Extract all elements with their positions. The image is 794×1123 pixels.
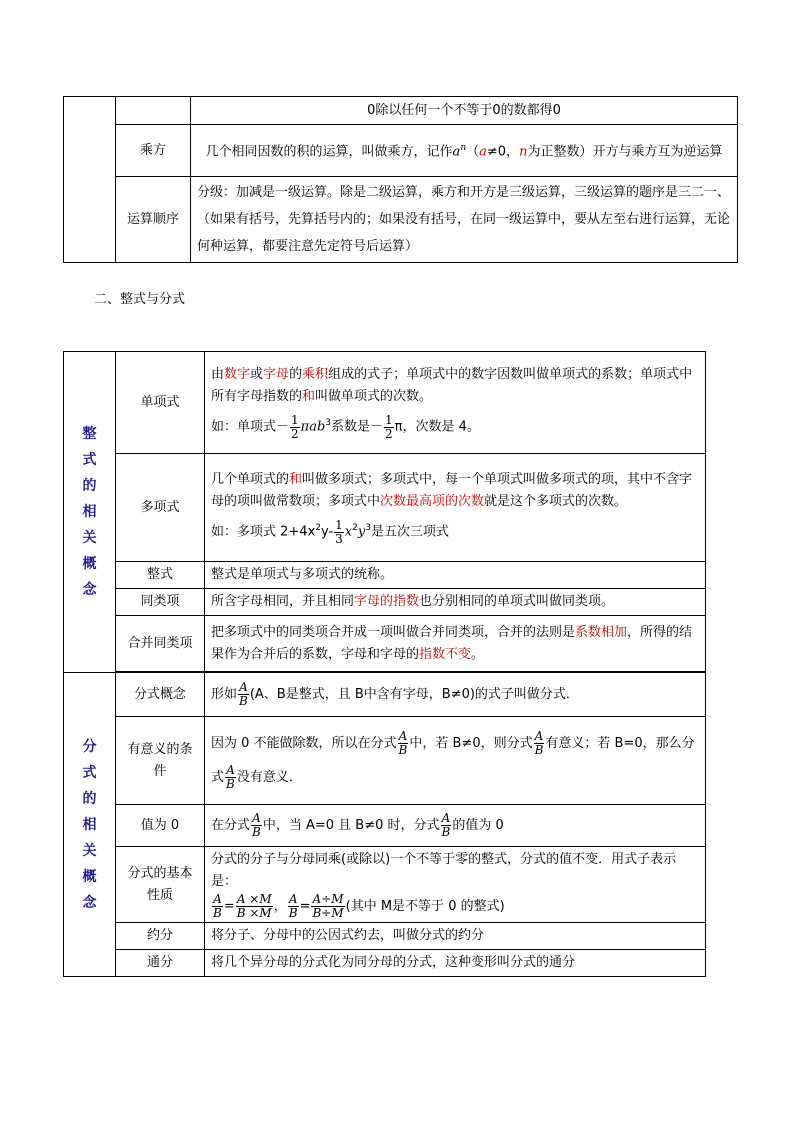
reduction-definition: 将分子、分母中的公因式约去，叫做分式的约分 (205, 923, 706, 950)
value-zero-definition: 在分式 $\frac{A}{B}$ 中，当 A=0 且 B≠0 时，分式 $\frac{A}{B}$ 的值为 0 (205, 805, 706, 847)
table1-empty-label (116, 97, 191, 125)
order-definition: 分级：加减是一级运算。除是二级运算，乘方和开方是三级运算，三级运算的题序是三二一、（如果有括号，先算括号内的；如果没有括号，在同一级运算中，要从左至右进行运算，无论何种运算，都要注意先定符号后运算） (191, 177, 738, 263)
meaningful-condition-label: 有意义的条件 (116, 717, 205, 805)
monomial-definition: 由数字或字母的乘积组成的式子；单项式中的数字因数叫做单项式的系数；单项式中所有字母指数的和叫做单项式的次数。 如：单项式－ $\frac{1}{2}$ πab$^3$系数是－ $\frac{1}{2}$ π，次数是 4。 (205, 352, 706, 454)
value-zero-label: 值为 0 (116, 805, 205, 847)
monomial-label: 单项式 (116, 352, 205, 454)
table-operations (63, 96, 738, 263)
table1-group-cell (64, 97, 116, 263)
table-polynomials-fractions (63, 351, 706, 977)
common-denominator-definition: 将几个异分母的分式化为同分母的分式，这种变形叫分式的通分 (205, 950, 706, 977)
combine-like-terms-definition: 把多项式中的同类项合并成一项叫做合并同类项，合并的法则是系数相加，所得的结果作为合并后的系数，字母和字母的指数不变。 (205, 616, 706, 672)
integral-expression-label: 整式 (116, 562, 205, 589)
group-integral-expression: 整 式 的 相 关 概 念 (64, 352, 116, 673)
basic-property-label: 分式的基本性质 (116, 847, 205, 923)
order-label: 运算顺序 (116, 177, 191, 263)
fraction-concept-definition: 形如 $\frac{A}{B}$ (A、B是整式，且 B中含有字母，B≠0)的式子叫做分式． (205, 673, 706, 717)
group-fraction: 分 式 的 相 关 概 念 (64, 673, 116, 977)
polynomial-label: 多项式 (116, 454, 205, 562)
reduction-label: 约分 (116, 923, 205, 950)
polynomial-definition: 几个单项式的和叫做多项式；多项式中，每一个单项式叫做多项式的项，其中不含字母的项叫做常数项；多项式中次数最高项的次数就是这个多项式的次数。 如：多项式 $2+4x^2y-$ $\frac{1}{3}$ $x^2y^3$是五次三项式 (205, 454, 706, 562)
meaningful-condition-definition: 因为 0 不能做除数，所以在分式 $\frac{A}{B}$ 中，若 B≠0，则分式 $\frac{A}{B}$ 有意义；若 B=0，那么分式 $\frac{A}{B}$ 没有意义． (205, 717, 706, 805)
common-denominator-label: 通分 (116, 950, 205, 977)
like-terms-definition: 所含字母相同，并且相同字母的指数也分别相同的单项式叫做同类项。 (205, 589, 706, 616)
section-title: 二、整式与分式 (94, 292, 186, 307)
power-label: 乘方 (116, 125, 191, 177)
combine-like-terms-label: 合并同类项 (116, 616, 205, 672)
like-terms-label: 同类项 (116, 589, 205, 616)
division-zero-rule: 0除以任何一个不等于0的数都得0 (191, 97, 738, 125)
integral-expression-definition: 整式是单项式与多项式的统称。 (205, 562, 706, 589)
power-definition: 几个相同因数的积的运算，叫做乘方，记作$a^n(a\ne 0$，n为正整数）开方与乘方互为逆运算 (191, 125, 738, 177)
fraction-concept-label: 分式概念 (116, 673, 205, 717)
basic-property-definition: 分式的分子与分母同乘(或除以)一个不等于零的整式，分式的值不变．用式子表示是： $\frac{A}{B}$ = $\frac{A \times M}{B \times M}$ ， $\frac{A}{B}$ = $\frac{A\div M}{B\div M}$ (其中 M是不等于 0 的整式) (205, 847, 706, 923)
